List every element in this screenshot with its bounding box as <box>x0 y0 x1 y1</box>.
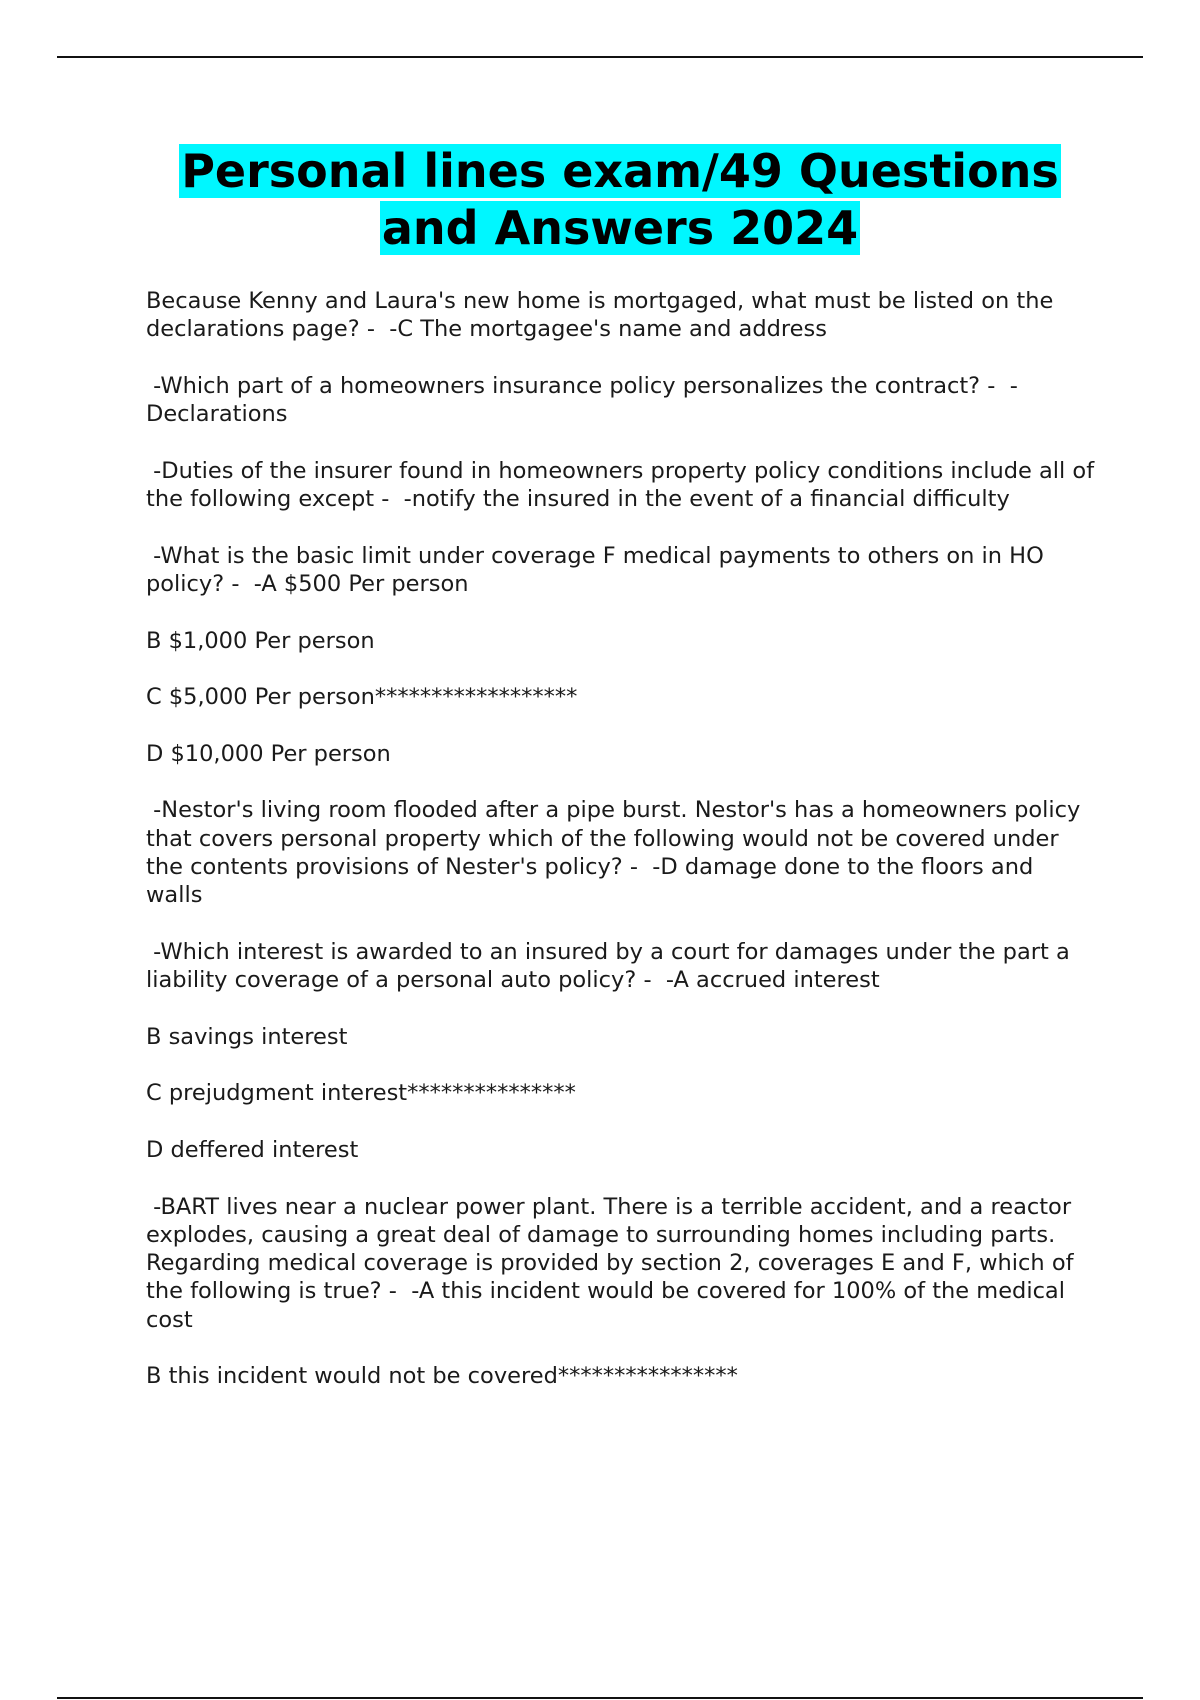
question-paragraph: -BART lives near a nuclear power plant. There is a terrible accident, and a reactor explodes, causing a great deal of damage to surrounding homes including parts. Regarding medical coverage is provided by section 2, coverages E and F, which of the following is true? - -A this incident would be covered for 100% of the medical cost <box>146 1193 1081 1333</box>
answer-option: B $1,000 Per person <box>146 627 375 654</box>
answer-option: C $5,000 Per person****************** <box>146 684 578 711</box>
top-rule <box>57 56 1143 58</box>
document-body <box>146 287 1102 1419</box>
title-line-1: Personal lines exam/49 Questions <box>181 144 1059 198</box>
answer-option: B savings interest <box>146 1023 348 1050</box>
title-line-2: and Answers 2024 <box>381 201 859 255</box>
page-title <box>60 143 1180 257</box>
question-paragraph: -Which part of a homeowners insurance policy personalizes the contract? - - Declarations <box>146 372 1025 428</box>
answer-option: C prejudgment interest*************** <box>146 1080 576 1107</box>
answer-option: B this incident would not be covered**************** <box>146 1363 738 1390</box>
question-paragraph: -Which interest is awarded to an insured by a court for damages under the part a liability coverage of a personal auto policy? - -A accrued interest <box>146 938 1077 994</box>
question-paragraph: -Duties of the insurer found in homeowners property policy conditions include all of the following except - -notify the insured in the event of a financial difficulty <box>146 457 1102 513</box>
question-paragraph: -Nestor's living room flooded after a pipe burst. Nestor's has a homeowners policy that covers personal property which of the following would not be covered under the contents provisions of Nester's policy? - -D damage done to the floors and walls <box>146 797 1088 909</box>
answer-option: D deffered interest <box>146 1136 359 1163</box>
bottom-rule <box>57 1697 1143 1699</box>
answer-option: D $10,000 Per person <box>146 740 391 767</box>
question-paragraph: Because Kenny and Laura's new home is mortgaged, what must be listed on the declarations page? - -C The mortgagee's name and address <box>146 288 1061 343</box>
question-paragraph: -What is the basic limit under coverage F medical payments to others on in HO policy? - -A $500 Per person <box>146 542 1051 597</box>
